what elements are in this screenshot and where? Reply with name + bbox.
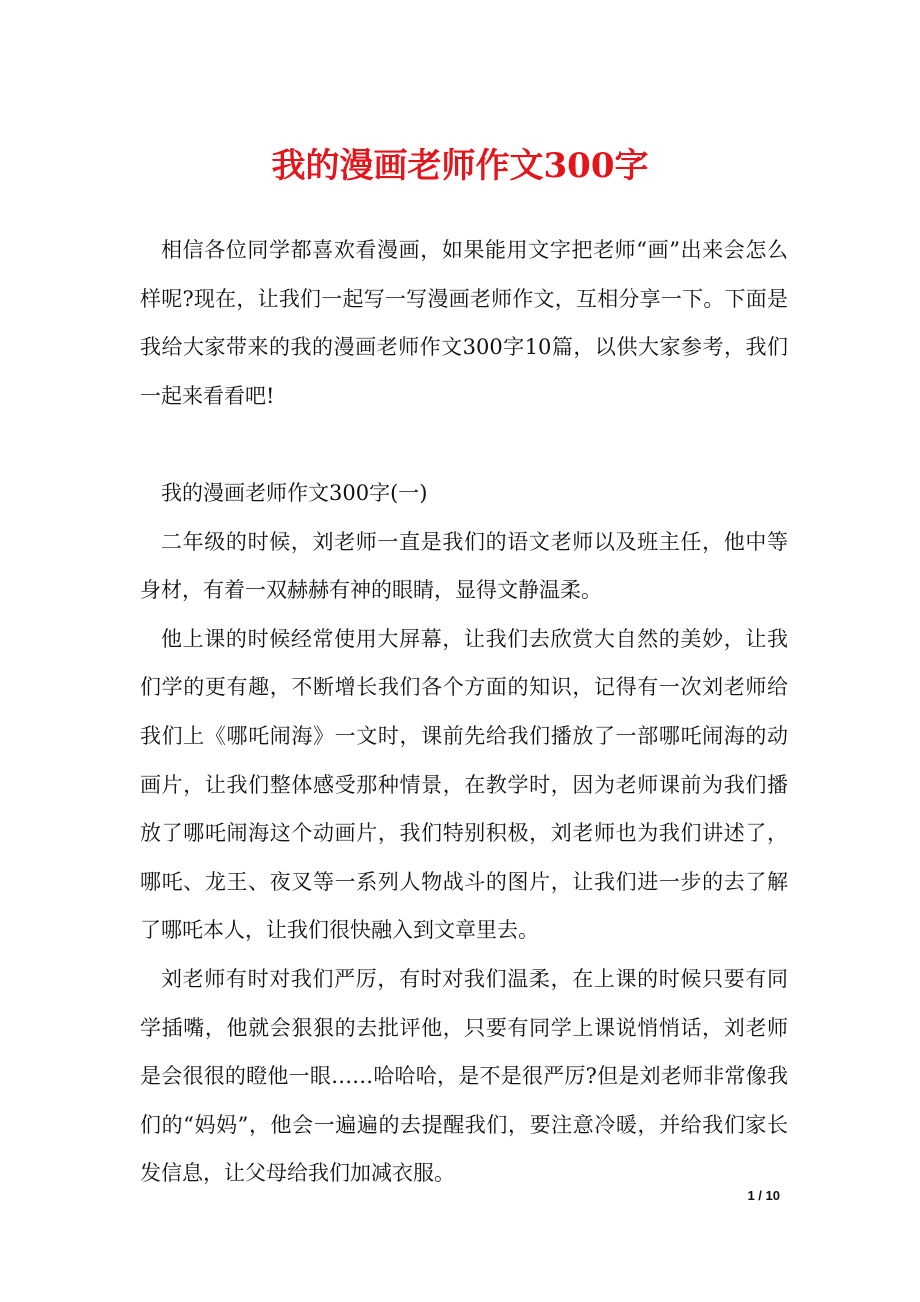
document-body — [140, 226, 788, 1198]
body-paragraph-3: 刘老师有时对我们严厉，有时对我们温柔，在上课的时候只要有同学插嘴，他就会狠狠的去批评他，只要有同学上课说悄悄话，刘老师是会很很的瞪他一眼……哈哈哈，是不是很严厉?但是刘老师非常像我们的“妈妈”，他会一遍遍的去提醒我们，要注意冷暖，并给我们家长发信息，让父母给我们加减衣服。 — [140, 966, 788, 1186]
body-paragraph-1: 二年级的时候，刘老师一直是我们的语文老师以及班主任，他中等身材，有着一双赫赫有神的眼睛，显得文静温柔。 — [140, 529, 788, 603]
page-number: 1 / 10 — [747, 1188, 780, 1203]
section-heading: 我的漫画老师作文300字(一) — [161, 480, 428, 505]
body-paragraph-2: 他上课的时候经常使用大屏幕，让我们去欣赏大自然的美妙，让我们学的更有趣，不断增长我们各个方面的知识，记得有一次刘老师给我们上《哪吒闹海》一文时，课前先给我们播放了一部哪吒闹海的动画片，让我们整体感受那种情景，在教学时，因为老师课前为我们播放了哪吒闹海这个动画片，我们特别积极，刘老师也为我们讲述了，哪吒、龙王、夜叉等一系列人物战斗的图片，让我们进一步的去了解了哪吒本人，让我们很快融入到文章里去。 — [140, 626, 788, 943]
paragraph-spacer — [140, 420, 788, 469]
intro-paragraph: 相信各位同学都喜欢看漫画，如果能用文字把老师“画”出来会怎么样呢?现在，让我们一起写一写漫画老师作文，互相分享一下。下面是我给大家带来的我的漫画老师作文300字10篇，以供大家参考，我们一起来看看吧! — [140, 238, 788, 408]
document-title: 我的漫画老师作文300字 — [271, 146, 649, 186]
